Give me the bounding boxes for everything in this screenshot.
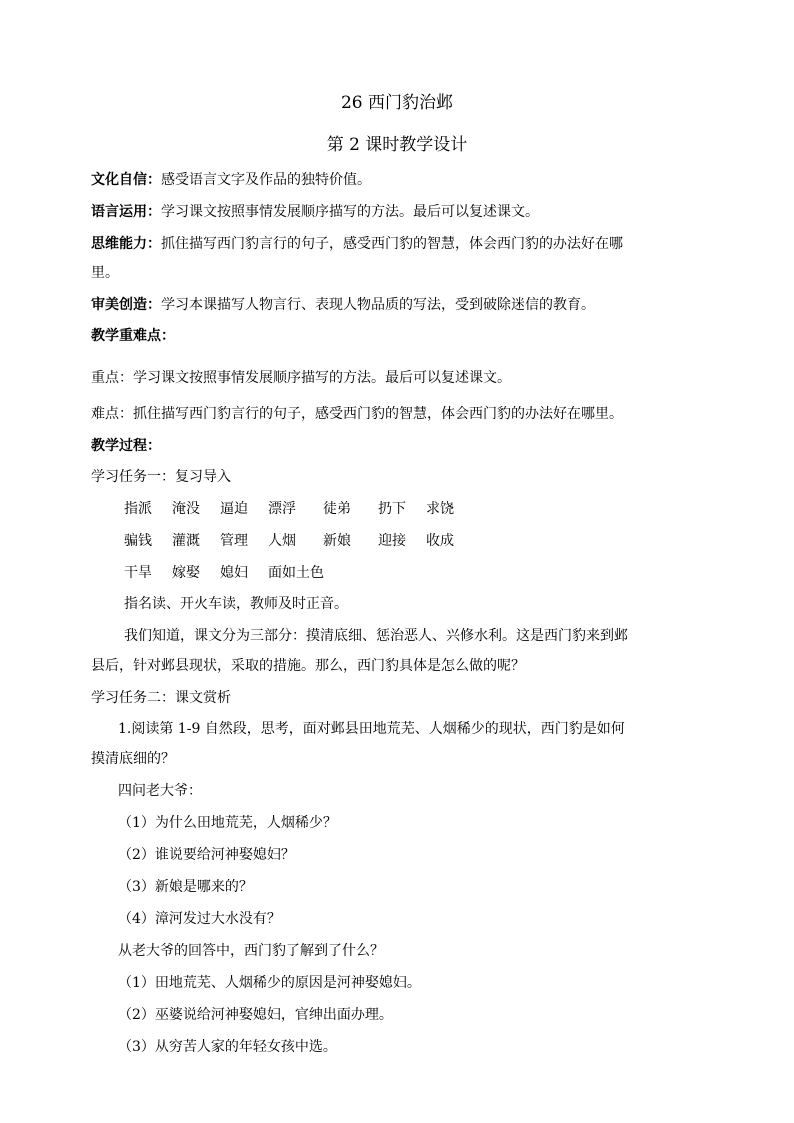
vocab-word: 干旱 <box>124 565 152 581</box>
read-note: 指名读、开火车读，教师及时正音。 <box>124 596 348 612</box>
learned-item: （2）巫婆说给河神娶媳妇，官绅出面办理。 <box>118 1007 393 1023</box>
intro-paragraph-line: 我们知道，课文分为三部分：摸清底细、惩治恶人、兴修水利。这是西门豹来到邺 <box>124 628 628 644</box>
vocab-word: 嫁娶 <box>172 565 200 581</box>
vocab-word: 收成 <box>426 533 454 549</box>
process-heading: 教学过程： <box>91 438 161 454</box>
question-item: （3）新娘是哪来的？ <box>118 879 253 895</box>
four-questions-heading: 四问老大爷： <box>118 783 202 799</box>
learned-item: （1）田地荒芜、人烟稀少的原因是河神娶媳妇。 <box>118 975 421 991</box>
vocab-word: 管理 <box>220 533 248 549</box>
objective-language <box>91 202 539 222</box>
objective-text: 抓住描写西门豹言行的句子，感受西门豹的智慧，体会西门豹的办法好在哪 <box>161 236 623 252</box>
objective-label: 文化自信： <box>91 172 161 188</box>
objective-text: 感受语言文字及作品的独特价值。 <box>161 172 371 188</box>
objective-thinking <box>91 234 623 254</box>
vocab-word: 人烟 <box>268 533 296 549</box>
task1-heading: 学习任务一：复习导入 <box>91 469 231 485</box>
vocab-word: 面如土色 <box>268 565 324 581</box>
objective-aesthetic <box>91 295 595 315</box>
vocab-word: 漂浮 <box>268 501 296 517</box>
vocab-word: 求饶 <box>426 501 454 517</box>
intro-paragraph-line: 县后，针对邺县现状，采取的措施。那么，西门豹具体是怎么做的呢？ <box>91 658 525 674</box>
objective-label: 语言运用： <box>91 204 161 220</box>
vocab-word: 淹没 <box>172 501 200 517</box>
vocab-word: 徒弟 <box>323 501 351 517</box>
vocab-word: 迎接 <box>378 533 406 549</box>
document-title: 26 西门豹治邺 <box>340 93 454 113</box>
vocab-word: 新娘 <box>323 533 351 549</box>
objective-label: 思维能力： <box>91 236 161 252</box>
objective-label: 审美创造： <box>91 297 161 313</box>
vocab-word: 媳妇 <box>220 565 248 581</box>
objective-thinking-cont: 里。 <box>91 265 119 281</box>
key-points-heading: 教学重难点： <box>91 328 175 344</box>
difficult-point: 难点：抓住描写西门豹言行的句子，感受西门豹的智慧，体会西门豹的办法好在哪里。 <box>91 406 623 422</box>
task2-heading: 学习任务二：课文赏析 <box>91 690 231 706</box>
objective-text: 学习课文按照事情发展顺序描写的方法。最后可以复述课文。 <box>161 204 539 220</box>
question-item: （1）为什么田地荒芜，人烟稀少？ <box>118 815 337 831</box>
learned-item: （3）从穷苦人家的年轻女孩中选。 <box>118 1039 337 1055</box>
vocab-word: 扔下 <box>378 501 406 517</box>
learned-heading: 从老大爷的回答中，西门豹了解到了什么？ <box>118 943 384 959</box>
document-subtitle: 第 2 课时教学设计 <box>326 135 468 155</box>
question1-line: 1.阅读第 1-9 自然段，思考，面对邺县田地荒芜、人烟稀少的现状，西门豹是如何 <box>118 721 625 737</box>
vocab-word: 骗钱 <box>124 533 152 549</box>
vocab-word: 灌溉 <box>172 533 200 549</box>
key-point: 重点：学习课文按照事情发展顺序描写的方法。最后可以复述课文。 <box>91 370 511 386</box>
objective-text: 学习本课描写人物言行、表现人物品质的写法，受到破除迷信的教育。 <box>161 297 595 313</box>
vocab-word: 指派 <box>124 501 152 517</box>
objective-culture <box>91 170 371 190</box>
question1-line: 摸清底细的？ <box>91 751 175 767</box>
question-item: （4）漳河发过大水没有？ <box>118 911 281 927</box>
question-item: （2）谁说要给河神娶媳妇？ <box>118 847 295 863</box>
vocab-word: 逼迫 <box>220 501 248 517</box>
